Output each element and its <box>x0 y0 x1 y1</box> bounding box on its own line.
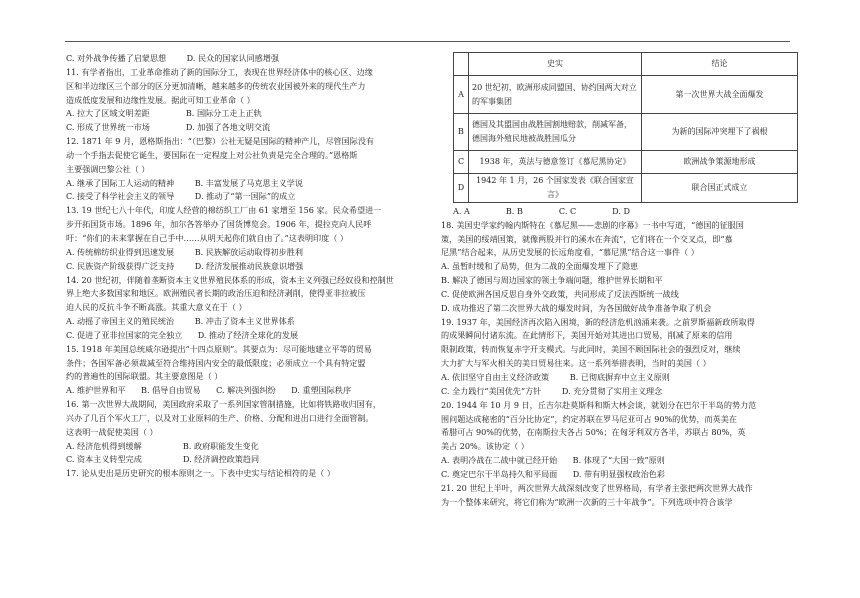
option-line: A. 虽暂时缓和了局势，但为二战的全面爆发埋下了隐患 <box>441 261 639 272</box>
question-line: 策，美国的绥靖国策，就像两股并行的溪水在奔流”，它们将在一个交叉点，即“慕 <box>441 233 733 244</box>
option-line: A. 传统棉纺织业得到迅速发展 B. 民族解放运动取得初步胜利 <box>66 246 303 257</box>
question-line: 动一个手指去促使它诞生，要国际在一定程度上对公社负责是完全合理的。”恩格斯 <box>66 149 358 160</box>
question-line: 步开拓国货市场。1896 年，加尔各答举办了国货博览会。1906 年，提拉克向人民呼 <box>66 219 372 230</box>
row-fact: 1942 年 1 月，26 个国家发表《联合国家宣言》 <box>469 174 642 203</box>
option-line: C. 促使欧洲各国反思自身外交政策，共同形成了反法西斯统一战线 <box>441 288 679 299</box>
option-line: C. 民族资产阶级获得广泛支持 D. 经济发展推动民族意识增强 <box>66 260 304 271</box>
question-line: 主要强调巴黎公社（ ） <box>66 163 150 174</box>
question-line: 这表明一战促使美国（ ） <box>66 426 158 437</box>
row-conclusion: 第一次世界大战全面爆发 <box>642 76 798 114</box>
question-line: 兴办了几百个军火工厂，以及对工业原料的生产、价格、分配和进出口进行全面管制。 <box>66 412 374 423</box>
question-line: 12. 1871 年 9 月，恩格斯指出：“（巴黎）公社无疑是国际的精神产儿，尽管国际没有 <box>66 136 375 147</box>
question-line: 迫人民的反抗斗争不断高涨。其重大意义在于（ ） <box>66 302 247 313</box>
question-line: 13. 19 世纪七八十年代，印度人经营的棉纺织工厂由 61 家增至 156 家。民众希望进一 <box>66 205 382 216</box>
option-line: C. 接受了科学社会主义的领导 D. 推动了“第一国际”的成立 <box>66 191 296 202</box>
option-line: C. 促进了亚非拉国家的完全独立 D. 推动了经济全球化的发展 <box>66 329 299 340</box>
question-line: 围问题达成秘密的“百分比协定”，约定苏联在罗马尼亚可占 90%的优势，而英美在 <box>441 413 737 424</box>
question-line: 美占 20%。该协定（ ） <box>441 441 529 452</box>
question-line: 14. 20 世纪初，伴随着垄断资本主义世界殖民体系的形成，资本主义列强已经奴役和控制世 <box>66 274 394 285</box>
option-line: C. 奠定巴尔干半岛持久和平局面 D. 带有明显强权政治色彩 <box>441 468 665 479</box>
question-line: 11. 有学者指出，工业革命推动了新的国际分工，表现在世界经济体中的核心区、边缘 <box>66 66 373 77</box>
option-line: C. 全力践行“美国优先”方针 D. 充分贯彻了实用主义理念 <box>441 385 663 396</box>
option-line: A. 动摇了帝国主义的殖民统治 B. 冲击了资本主义世界体系 <box>66 316 295 327</box>
row-label: B <box>454 114 469 151</box>
option-line: B. 解决了德国与周边国家的领土争端问题，维护世界长期和平 <box>441 275 663 286</box>
right-column <box>441 52 791 509</box>
question-line: 18. 美国史学家约翰内斯特在《慕尼黑——悲剧的序幕》一书中写道，“德国的征服国 <box>441 219 744 230</box>
question-line: 限制政策，转而恢复赤字开支模式。与此同时，美国不顾国际社会的强烈反对，继续 <box>441 344 741 355</box>
table-header-fact: 史实 <box>469 53 642 76</box>
option-line: A. 经济危机得到缓解 B. 政府职能发生变化 <box>66 440 259 451</box>
question-line: 尼黑”结合起来，从历史发展的长远角度看，“慕尼黑”结合这一事件（ ） <box>441 247 699 258</box>
question-line: 约的普遍性的国际联盟。其主要意图是（ ） <box>66 371 223 382</box>
option-line: A. 表明冷战在二战中就已经开始 B. 体现了“大国一致”原则 <box>441 455 665 466</box>
table-header-row <box>454 53 798 76</box>
facts-conclusions-table <box>453 52 798 203</box>
question-line: 为一个整体来研究，将它们称为“欧洲一次新的三十年战争”。下列选项中符合该学 <box>441 496 733 507</box>
header-rule <box>65 41 790 42</box>
table-header-conclusion: 结论 <box>642 53 798 76</box>
question-line: 19. 1937 年，美国经济再次陷入困境，新的经济危机汹涌来袭。之前罗斯福新政所取得 <box>441 316 755 327</box>
question-line: 20. 1944 年 10 月 9 日，丘吉尔赴莫斯科和斯大林会谈，就划分在巴尔干半岛的势力范 <box>441 399 757 410</box>
row-conclusion: 欧洲战争策源地形成 <box>642 151 798 174</box>
question-line: 希腊可占 90%的优势，在南斯拉夫各占 50%；在匈牙利双方各半，苏联占 80%，英 <box>441 427 746 438</box>
option-line: C. 形成了世界统一市场 D. 加强了各地文明交流 <box>66 122 271 133</box>
table-row <box>454 114 798 151</box>
row-label: C <box>454 151 469 174</box>
table-row <box>454 174 798 203</box>
question-line: 造成低度发展和边缘性发展。据此可知工业革命（ ） <box>66 94 255 105</box>
question-line: 大力扩大与军火相关的美日贸易往来。这一系列举措表明，当时的美国（ ） <box>441 358 711 369</box>
row-fact: 1938 年，英法与德意签订《慕尼黑协定》 <box>469 151 642 174</box>
option-line: D. 成功推迟了第二次世界大战的爆发时间，为各国做好战争准备争取了机会 <box>441 302 712 313</box>
question-line: 的成果瞬间付诸东流。在此情形下，美国开始对其进出口贸易，削减了原来的信用 <box>441 330 733 341</box>
left-column <box>66 52 418 481</box>
option-line: A. 继承了国际工人运动的精神 B. 丰富发展了马克思主义学说 <box>66 177 303 188</box>
option-line: A. 维护世界和平 B. 倡导自由贸易 C. 解决列强纠纷 D. 重塑国际秩序 <box>66 385 352 396</box>
question-line: 17. 论从史出是历史研究的根本原则之一。下表中史实与结论相符的是（ ） <box>66 468 335 479</box>
question-line: 21. 20 世纪上半叶，两次世界大战深刻改变了世界格局，有学者主张把两次世界大战作 <box>441 482 753 493</box>
question-line: 区和半边缘区三个部分的区分更加清晰，越来越多的传统农业国被外来的现代生产力 <box>66 80 366 91</box>
table-corner-cell <box>454 53 469 76</box>
question-line: 吁：“你们的未来掌握在自己手中……从明天起你们就自由了。”这表明印度（ ） <box>66 232 348 243</box>
question-line: 条件；各国军备必须裁减至符合维持国内安全的最低限度；必须成立一个具有特定盟 <box>66 357 366 368</box>
row-fact: 20 世纪初，欧洲形成同盟国、协约国两大对立的军事集团 <box>469 76 642 114</box>
question-line: 15. 1918 年美国总统威尔逊提出“十四点原则”。其要点为：尽可能地建立平等的贸易 <box>66 343 372 354</box>
question-line: C. 对外战争传播了启蒙思想 D. 民众的国家认同感增强 <box>66 53 279 63</box>
table-options: A. A B. B C. C D. D <box>453 205 631 216</box>
row-conclusion: 联合国正式成立 <box>642 174 798 203</box>
question-line: 16. 第一次世界大战期间，美国政府采取了一系列国家管制措施，比如将铁路收归国有， <box>66 399 381 410</box>
option-line: A. 拉大了区域文明差距 B. 国际分工走上正轨 <box>66 108 262 119</box>
table-row <box>454 151 798 174</box>
row-fact: 德国及其盟国由战胜国割地赔款，削减军备，德国海外殖民地被战胜国瓜分 <box>469 114 642 151</box>
row-conclusion: 为新的国际冲突埋下了祸根 <box>642 114 798 151</box>
question-line: 界上绝大多数国家和地区。欧洲殖民者长期的政治压迫和经济剥削，使得亚非拉被压 <box>66 288 366 299</box>
option-line: A. 依旧坚守自由主义经济政策 B. 已彻底摒弃中立主义原则 <box>441 371 670 382</box>
row-label: A <box>454 76 469 114</box>
table-row <box>454 76 798 114</box>
row-label: D <box>454 174 469 203</box>
option-line: C. 资本主义转型完成 D. 经济调控政策趋同 <box>66 454 260 465</box>
